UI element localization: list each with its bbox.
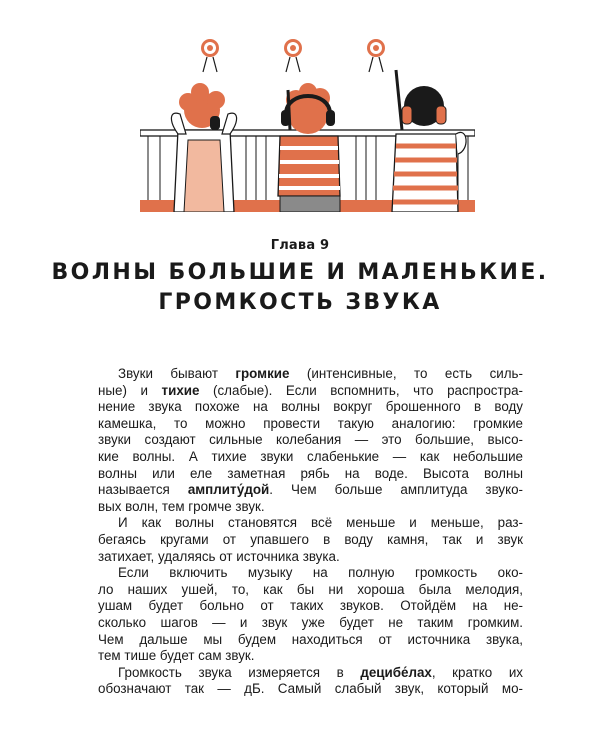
paragraph	[98, 665, 523, 698]
text-line: И как волны становятся всё меньше и меньше, раз-	[118, 515, 523, 531]
kid-right	[392, 70, 466, 212]
term-decibels: децибе́лах	[360, 664, 432, 680]
shooting-range-illustration	[140, 30, 475, 212]
paragraph	[98, 515, 523, 565]
chapter-body	[98, 366, 523, 698]
kid-left	[171, 83, 236, 212]
text-line: называется амплиту́дой. Чем больше амплитуда звуко-	[98, 482, 523, 498]
target-icon	[367, 39, 385, 72]
text-line: ло наших ушей, то, как бы ни хороша была мелодия,	[98, 581, 523, 597]
term-quiet: тихие	[161, 382, 200, 398]
text-line: тем тише будет сам звук.	[98, 648, 255, 664]
chapter-title-line: ГРОМКОСТЬ ЗВУКА	[158, 290, 442, 315]
kid-middle	[278, 83, 340, 212]
target-icon	[284, 39, 302, 72]
text-line: затихает, удаляясь от источника звука.	[98, 548, 340, 564]
paragraph	[98, 565, 523, 665]
term-loud: громкие	[235, 366, 290, 381]
text-line: Громкость звука измеряется в децибе́лах, кратко их	[118, 664, 523, 680]
text-line: камешка, то можно провести такую аналогию: громкие	[98, 415, 523, 431]
text-line: кие волны. А тихие звуки слабенькие — как небольшие	[98, 448, 523, 464]
text-line: сколько шагов — и звук уже будет не таким громким.	[98, 614, 523, 630]
text-line: бегаясь кругами от упавшего в воду камня, так и звук	[98, 531, 523, 547]
chapter-title-line: ВОЛНЫ БОЛЬШИЕ И МАЛЕНЬКИЕ.	[51, 260, 549, 285]
text-line: ные) и тихие (слабые). Если вспомнить, что распростра-	[98, 382, 523, 398]
text-line: вых волн, тем громче звук.	[98, 498, 265, 514]
chapter-title	[0, 258, 600, 318]
text-line: нение звука похоже на волны вокруг брошенного в воду	[98, 399, 523, 415]
paragraph	[98, 366, 523, 515]
text-line: Если включить музыку на полную громкость око-	[118, 565, 523, 581]
text-line: Чем дальше мы будем находиться от источника звука,	[98, 631, 523, 647]
chapter-label: Глава 9	[270, 238, 330, 253]
text-line: ушам будет больно от таких звуков. Отойдём на не-	[98, 598, 523, 614]
text-line: Звуки бывают громкие (интенсивные, то есть силь-	[118, 366, 523, 381]
text-line: обозначают так — дБ. Самый слабый звук, который мо-	[98, 681, 523, 697]
target-icon	[201, 39, 219, 72]
text-line: волны или еле заметная рябь на воде. Высота волны	[98, 465, 523, 481]
term-amplitude: амплиту́дой	[187, 482, 270, 498]
text-line: звуки создают сильные колебания — это большие, высо-	[98, 432, 523, 448]
